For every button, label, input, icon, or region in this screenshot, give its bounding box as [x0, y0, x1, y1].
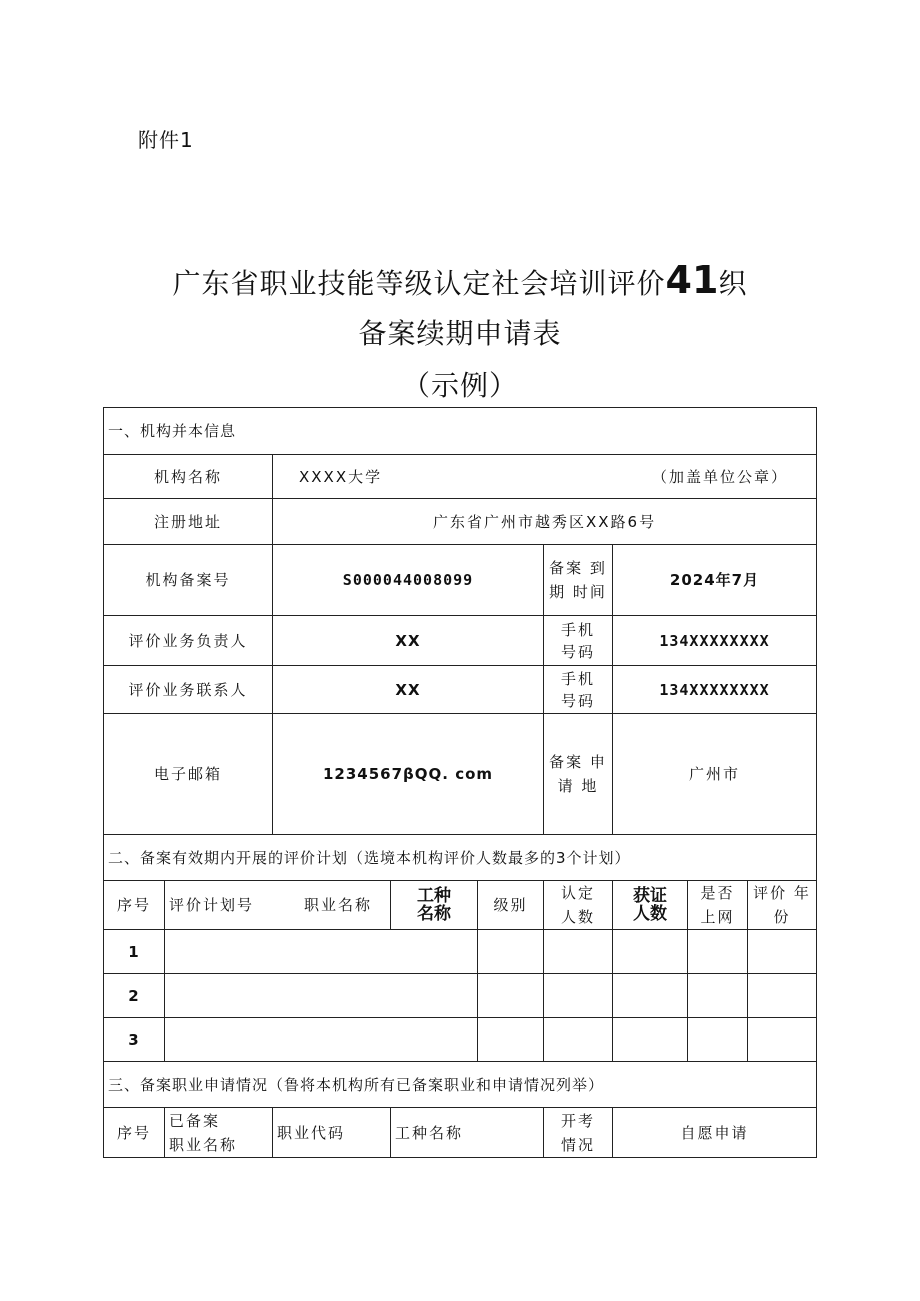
plan-row-cell — [544, 1018, 613, 1062]
contact-phone-label — [544, 666, 613, 714]
section1-heading-row — [104, 408, 817, 455]
plan-col-awarded — [613, 881, 688, 930]
apply-place-label — [544, 714, 613, 835]
plan-row-seq: 2 — [104, 974, 165, 1018]
plan-row-cell — [688, 930, 748, 974]
title-number: 41 — [665, 258, 719, 302]
plan-col-online-2: 上网 — [700, 908, 735, 926]
contact-value: XX — [273, 666, 544, 714]
org-name-row — [104, 455, 817, 499]
address-value: 广东省广州市越秀区XX路6号 — [273, 499, 817, 545]
contact-phone-label-2: 号码 — [560, 691, 595, 710]
application-form — [103, 407, 816, 1158]
lead-value: XX — [273, 616, 544, 666]
plan-row-cell — [165, 1018, 478, 1062]
record-no-label: 机构备案号 — [104, 545, 273, 616]
title-line-3: （示例） — [401, 369, 518, 402]
occ-col-code: 职业代码 — [273, 1108, 391, 1158]
lead-phone-label — [544, 616, 613, 666]
occ-col-seq: 序号 — [104, 1108, 165, 1158]
occ-col-exam-1: 开考 — [560, 1111, 595, 1130]
record-row — [104, 545, 817, 616]
plan-row-cell — [478, 1018, 544, 1062]
attachment-label: 附件1 — [138, 128, 194, 152]
apply-place-label-2: 请 地 — [557, 777, 599, 795]
email-row — [104, 714, 817, 835]
contact-label: 评价业务联系人 — [104, 666, 273, 714]
expiry-label-1: 备案 到 — [549, 559, 607, 577]
plan-row-cell — [544, 974, 613, 1018]
plan-col-plan-no: 评价计划号 — [169, 896, 255, 914]
occupation-header-row — [104, 1108, 817, 1158]
plan-col-certified — [544, 881, 613, 930]
contact-phone-label-1: 手机 — [560, 669, 595, 688]
plan-col-work-type-1: 工种 — [417, 886, 451, 906]
table-row — [104, 1018, 817, 1062]
plan-col-online-1: 是否 — [700, 884, 735, 902]
section3-heading-row — [104, 1062, 817, 1108]
section2-heading: 二、备案有效期内开展的评价计划（选境本机构评价人数最多的3个计划） — [104, 835, 817, 881]
lead-phone-value: 134XXXXXXXX — [613, 616, 817, 666]
address-row — [104, 499, 817, 545]
plan-col-certified-1: 认定 — [560, 884, 595, 902]
plan-row-cell — [165, 974, 478, 1018]
apply-place-label-1: 备案 申 — [549, 753, 607, 771]
section1-heading: 一、机构并本信息 — [104, 408, 817, 455]
expiry-label — [544, 545, 613, 616]
org-name-label: 机构名称 — [104, 455, 273, 499]
plan-col-level: 级别 — [478, 881, 544, 930]
contact-phone-value: 134XXXXXXXX — [613, 666, 817, 714]
form-table — [103, 407, 817, 1158]
lead-label: 评价业务负责人 — [104, 616, 273, 666]
plan-col-eval-year — [748, 881, 817, 930]
lead-row — [104, 616, 817, 666]
plan-col-awarded-2: 人数 — [633, 904, 667, 924]
occ-col-exam — [544, 1108, 613, 1158]
plan-row-cell — [613, 1018, 688, 1062]
email-value: 1234567βQQ. com — [273, 714, 544, 835]
plan-row-cell — [748, 1018, 817, 1062]
plan-col-seq: 序号 — [104, 881, 165, 930]
lead-phone-label-2: 号码 — [560, 642, 595, 661]
occ-col-work-type: 工种名称 — [391, 1108, 544, 1158]
org-name-cell — [273, 455, 817, 499]
contact-row — [104, 666, 817, 714]
plan-row-cell — [544, 930, 613, 974]
expiry-label-2: 期 时间 — [549, 583, 607, 601]
plan-row-cell — [748, 974, 817, 1018]
plan-row-cell — [478, 974, 544, 1018]
occ-col-exam-2: 情况 — [560, 1135, 595, 1154]
plan-col-online — [688, 881, 748, 930]
section3-heading: 三、备案职业申请情况（鲁将本机构所有已备案职业和申请情况列举） — [104, 1062, 817, 1108]
title-prefix: 广东省职业技能等级认定社会培训评价 — [172, 267, 666, 300]
plan-col-eval-year-2: 份 — [773, 908, 791, 926]
plan-row-seq: 3 — [104, 1018, 165, 1062]
title-suffix: 织 — [718, 267, 748, 300]
org-name-value: XXXX大学 — [299, 467, 383, 486]
expiry-value: 2024年7月 — [613, 545, 817, 616]
occ-col-voluntary: 自愿申请 — [613, 1108, 817, 1158]
plan-row-cell — [688, 1018, 748, 1062]
plan-row-cell — [613, 974, 688, 1018]
lead-phone-label-1: 手机 — [560, 620, 595, 639]
plan-row-cell — [748, 930, 817, 974]
plan-row-cell — [613, 930, 688, 974]
plan-col-no-occupation — [165, 881, 391, 930]
occ-col-registered-2: 职业名称 — [169, 1135, 238, 1154]
apply-place-value: 广州市 — [613, 714, 817, 835]
occ-col-registered-1: 已备案 — [169, 1111, 221, 1130]
email-label: 电子邮箱 — [104, 714, 273, 835]
org-seal-note: （加盖单位公章） — [652, 467, 789, 486]
plan-row-cell — [478, 930, 544, 974]
plan-col-occupation: 职业名称 — [303, 896, 372, 914]
plan-row-cell — [688, 974, 748, 1018]
plan-header-row — [104, 881, 817, 930]
plan-col-awarded-1: 获证 — [633, 886, 667, 906]
occ-col-registered — [165, 1108, 273, 1158]
plan-col-work-type-2: 名称 — [417, 904, 451, 924]
title-line-2: 备案续期申请表 — [358, 317, 562, 350]
record-no-value: S000044008099 — [273, 545, 544, 616]
section2-heading-row — [104, 835, 817, 881]
plan-col-certified-2: 人数 — [560, 908, 595, 926]
table-row — [104, 974, 817, 1018]
plan-row-seq: 1 — [104, 930, 165, 974]
plan-row-cell — [165, 930, 478, 974]
plan-col-eval-year-1: 评价 年 — [753, 884, 811, 902]
plan-col-work-type — [391, 881, 478, 930]
table-row — [104, 930, 817, 974]
address-label: 注册地址 — [104, 499, 273, 545]
title-line-1 — [0, 258, 920, 302]
